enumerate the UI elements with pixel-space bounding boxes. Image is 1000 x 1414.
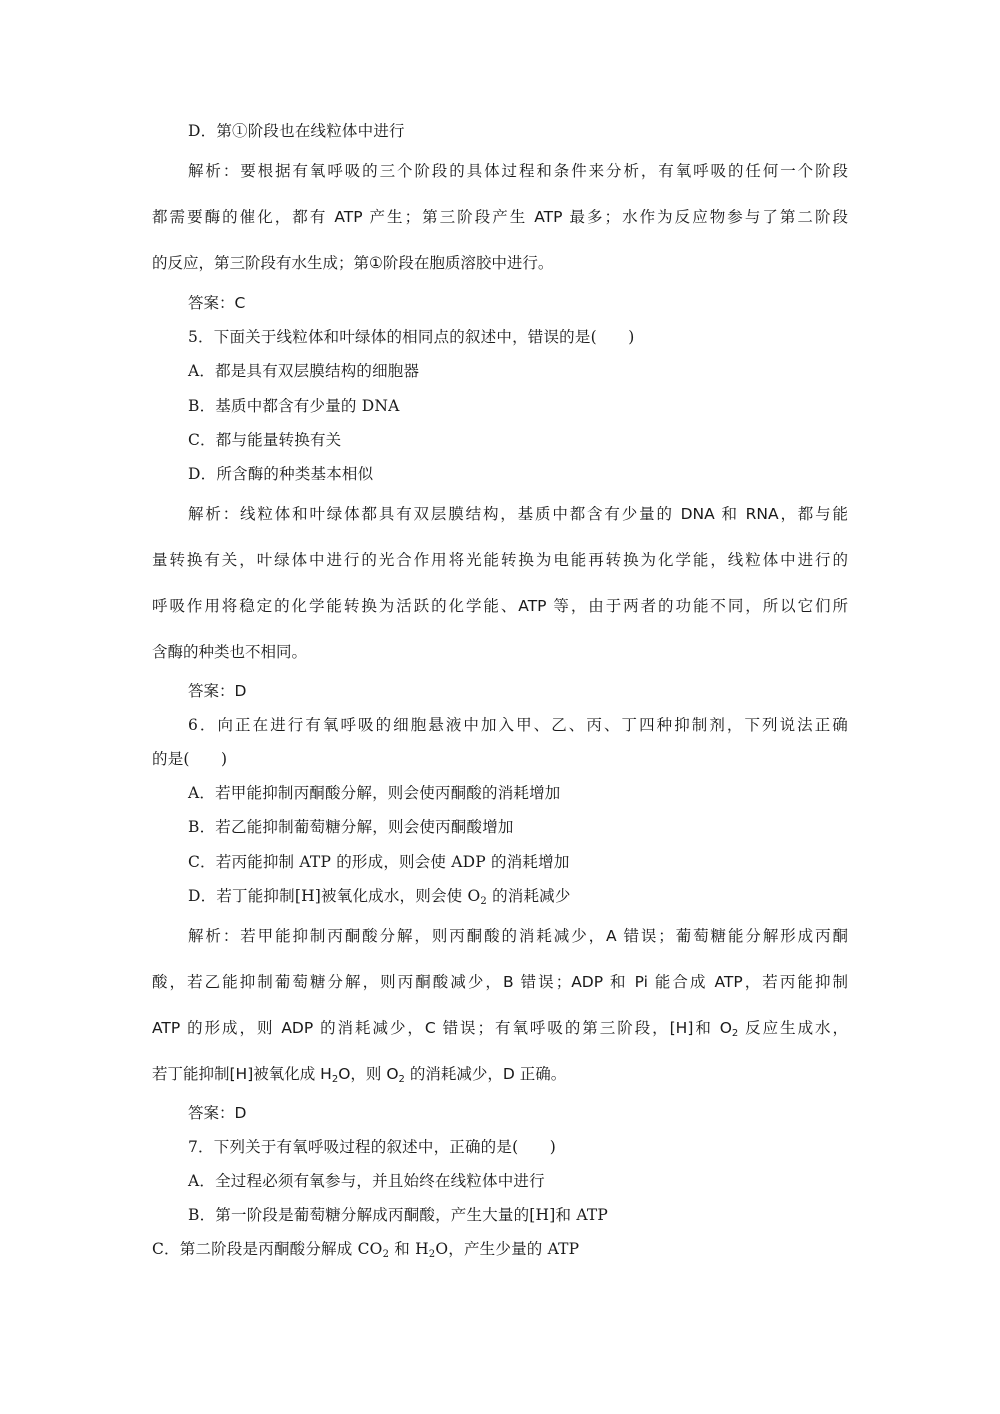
q4-option-d: D．第①阶段也在线粒体中进行 [188,122,405,140]
text-segment: O，产生少量的 ATP [435,1240,580,1258]
q4-analysis-line: 都需要酶的催化，都有 ATP 产生；第三阶段产生 ATP 最多；水作为反应物参与了第二阶段 [152,208,848,226]
q4-analysis-line: 的反应，第三阶段有水生成；第①阶段在胞质溶胶中进行。 [152,254,554,272]
q5-option-d: D．所含酶的种类基本相似 [188,465,374,483]
q5-analysis-line: 解析：线粒体和叶绿体都具有双层膜结构，基质中都含有少量的 DNA 和 RNA，都与能 [188,505,848,523]
subscript: 2 [331,1074,339,1085]
q5-analysis-line: 呼吸作用将稳定的化学能转换为活跃的化学能、ATP 等，由于两者的功能不同，所以它们所 [152,597,848,615]
q6-option-a: A．若甲能抑制丙酮酸分解，则会使丙酮酸的消耗增加 [188,784,561,802]
q5-analysis-line: 含酶的种类也不相同。 [152,643,308,661]
q5-option-c: C．都与能量转换有关 [188,431,342,449]
text-segment: O，则 O [338,1065,399,1083]
q7-option-c [152,1238,852,1260]
q7-stem: 7．下列关于有氧呼吸过程的叙述中，正确的是( ) [188,1138,556,1156]
subscript: 2 [731,1028,739,1039]
text-segment: C．第二阶段是丙酮酸分解成 CO [152,1240,383,1258]
q6-option-c: C．若丙能抑制 ATP 的形成，则会使 ADP 的消耗增加 [188,853,570,871]
q6-analysis-line [152,1017,848,1039]
q6-stem-line: 6．向正在进行有氧呼吸的细胞悬液中加入甲、乙、丙、丁四种抑制剂，下列说法正确 [188,716,848,734]
q5-analysis-line: 量转换有关，叶绿体中进行的光合作用将光能转换为电能再转换为化学能，线粒体中进行的 [152,551,848,569]
subscript: 2 [382,1249,390,1260]
subscript: 2 [480,896,487,907]
text-segment: 和 H [389,1240,429,1258]
q6-analysis-line [152,1063,852,1085]
text-segment: 的消耗减少 [486,887,571,905]
q5-answer: 答案：D [188,682,247,700]
q5-stem: 5．下面关于线粒体和叶绿体的相同点的叙述中，错误的是( ) [188,328,635,346]
q6-analysis-line: 酸，若乙能抑制葡萄糖分解，则丙酮酸减少，B 错误；ADP 和 Pi 能合成 ATP，若丙能抑制 [152,973,848,991]
q6-option-b: B．若乙能抑制葡萄糖分解，则会使丙酮酸增加 [188,818,514,836]
q7-option-a: A．全过程必须有氧参与，并且始终在线粒体中进行 [188,1172,545,1190]
q7-option-b: B．第一阶段是葡萄糖分解成丙酮酸，产生大量的[H]和 ATP [188,1206,609,1224]
q6-analysis-line: 解析：若甲能抑制丙酮酸分解，则丙酮酸的消耗减少，A 错误；葡萄糖能分解形成丙酮 [188,927,848,945]
subscript: 2 [428,1249,436,1260]
text-segment: D．若丁能抑制[H]被氧化成水，则会使 O [188,887,481,905]
q6-answer: 答案：D [188,1104,247,1122]
text-segment: 反应生成水， [738,1019,848,1037]
q6-option-d [188,885,888,907]
q5-option-b: B．基质中都含有少量的 DNA [188,397,400,415]
text-segment: ATP 的形成，则 ADP 的消耗减少，C 错误；有氧呼吸的第三阶段，[H]和 O [152,1019,732,1037]
q6-stem-line: 的是( ) [152,750,228,768]
q4-answer: 答案：C [188,294,246,312]
q5-option-a: A．都是具有双层膜结构的细胞器 [188,362,420,380]
q4-analysis-line: 解析：要根据有氧呼吸的三个阶段的具体过程和条件来分析，有氧呼吸的任何一个阶段 [188,162,848,180]
text-segment: 的消耗减少，D 正确。 [404,1065,567,1083]
subscript: 2 [398,1074,405,1085]
text-segment: 若丁能抑制[H]被氧化成 H [152,1065,332,1083]
